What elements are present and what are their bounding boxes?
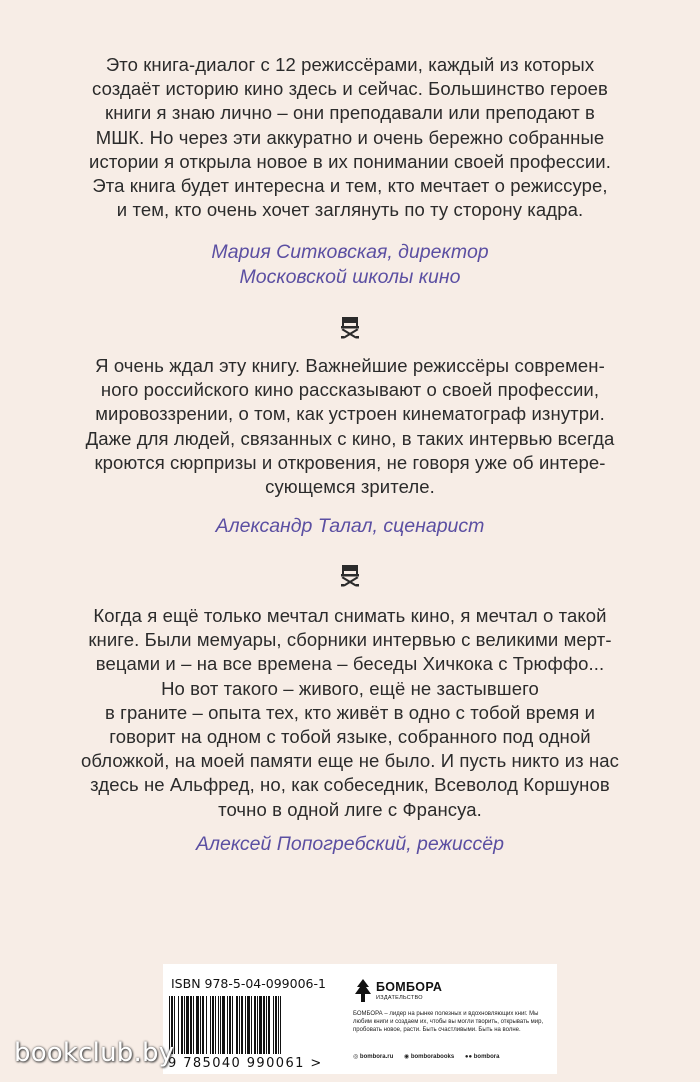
quote-2-author	[50, 514, 650, 539]
quote-line: обложкой, на моей памяти еще не было. И пусть никто из нас	[80, 750, 620, 772]
quote-line: кроются сюрпризы и откровения, не говоря уже об интере-	[94, 451, 606, 473]
quote-line: в граните – опыта тех, кто живёт в одно с тобой время и	[104, 701, 596, 723]
quote-line: книге. Были мемуары, сборники интервью с великими мерт-	[88, 629, 612, 651]
quote-line: Это книга-диалог с 12 режиссёрами, каждый из которых	[105, 54, 595, 75]
quote-line: и тем, кто очень хочет заглянуть по ту сторону кадра.	[116, 199, 584, 221]
quote-line: Я очень ждал эту книгу. Важнейшие режиссёры современ-	[95, 355, 605, 376]
quote-line: мировоззрении, о том, как устроен кинематограф изнутри.	[95, 403, 605, 425]
bombora-logo-icon	[353, 978, 373, 1004]
barcode-panel	[163, 964, 557, 1074]
publisher-subtitle: ИЗДАТЕЛЬСТВО	[376, 995, 423, 1001]
quote-line: здесь не Альфред, но, как собеседник, Всеволод Коршунов	[90, 774, 610, 796]
quote-line: точно в одной лиге с Франсуа.	[218, 798, 482, 820]
quote-line: Когда я ещё только мечтал снимать кино, я мечтал о такой	[93, 605, 607, 626]
author-line: Мария Ситковская, директор	[211, 241, 489, 263]
instagram-link[interactable]: ◉ bomborabooks	[403, 1054, 455, 1060]
barcode	[163, 996, 349, 1060]
publisher-name: БОМБОРА	[376, 980, 443, 994]
author-line: Александр Талал, сценарист	[215, 515, 485, 537]
watermark: bookclub.by	[14, 1038, 175, 1068]
quote-2	[50, 354, 650, 499]
author-line: Алексей Попогребский, режиссёр	[196, 833, 504, 855]
directors-chair-icon	[336, 312, 364, 340]
quote-line: Но вот такого – живого, ещё не застывшего	[161, 677, 539, 699]
quote-1-author	[50, 240, 650, 290]
quote-line: вецами и – на все времена – беседы Хичкока с Трюффо...	[95, 653, 605, 675]
quote-line: сующемся зрителе.	[265, 476, 435, 498]
quote-line: МШК. Но через эти аккуратно и очень бережно собранные	[95, 126, 605, 148]
barcode-digits: 9 785040 990061 >	[168, 1056, 323, 1071]
quote-1	[50, 53, 650, 222]
quote-line: ного российского кино рассказывают о своей профессии,	[100, 379, 600, 401]
quote-line: истории я открыла новое в их понимании своей профессии.	[89, 150, 611, 172]
quote-line: книги я знаю лично – они преподавали или преподают в	[105, 102, 595, 124]
quote-line: Эта книга будет интересна и тем, кто мечтает о режиссуре,	[92, 175, 608, 197]
quote-3-author	[50, 832, 650, 857]
author-line: Московской школы кино	[239, 266, 461, 288]
quote-line: Даже для людей, связанных с кино, в таких интервью всегда	[85, 427, 615, 449]
social-links	[353, 1053, 553, 1060]
quote-3	[50, 604, 650, 822]
quote-line: создаёт историю кино здесь и сейчас. Большинство героев	[92, 78, 608, 100]
isbn-label: ISBN 978-5-04-099006-1	[171, 976, 326, 991]
website-link[interactable]: ◎ bombora.ru	[353, 1054, 394, 1060]
publisher-blurb: БОМБОРА – лидер на рынке полезных и вдохновляющих книг. Мы любим книги и создаем их, чтобы вы могли творить, открывать мир, пробовать новое, расти. Быть счастливыми. Быть на волне.	[353, 1011, 544, 1033]
quote-line: говорит на одном с тобой языке, собранного под одной	[109, 726, 591, 748]
directors-chair-icon	[336, 560, 364, 588]
social-link[interactable]: ●● bombora	[464, 1054, 500, 1060]
